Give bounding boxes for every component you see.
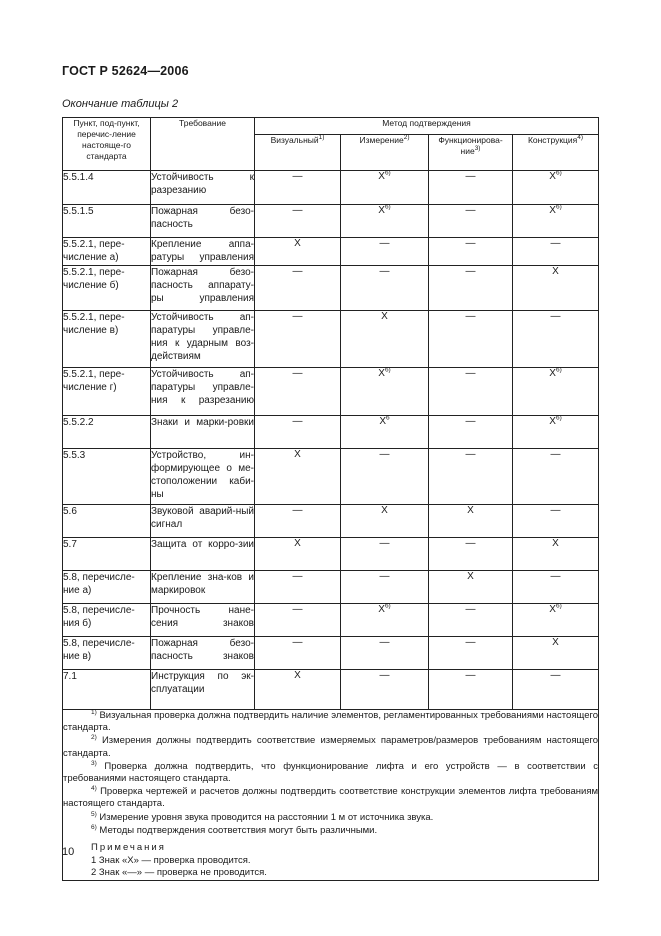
construction-cell: $X^{6)}$ [513, 368, 599, 416]
table-body [63, 171, 599, 710]
point-cell: 5.5.2.1, пере-числение а) [63, 238, 151, 266]
visual-cell: — [255, 637, 341, 670]
construction-cell: X [513, 538, 599, 571]
verification-table [62, 117, 599, 881]
measurement-cell: $X^{6)}$ [341, 368, 429, 416]
construction-cell: $X^{6)}$ [513, 604, 599, 637]
table-row [63, 416, 599, 449]
construction-cell: X [513, 637, 599, 670]
document-header: ГОСТ Р 52624—2006 [62, 64, 189, 78]
visual-cell: X [255, 238, 341, 266]
construction-cell: X [513, 266, 599, 311]
table-row [63, 571, 599, 604]
visual-cell: — [255, 571, 341, 604]
point-cell: 5.5.2.1, пере-числение б) [63, 266, 151, 311]
point-cell: 5.5.1.4 [63, 171, 151, 205]
requirement-cell: Устойчивость ап-паратуры управле-ния к разрезанию [151, 368, 255, 416]
table-row [63, 505, 599, 538]
measurement-cell: $X^{6)}$ [341, 171, 429, 205]
functioning-cell: X [429, 571, 513, 604]
visual-cell: — [255, 205, 341, 238]
requirement-cell: Устойчивость к разрезанию [151, 171, 255, 205]
point-cell: 5.5.2.1, пере-числение г) [63, 368, 151, 416]
table-row [63, 368, 599, 416]
measurement-cell: X [341, 505, 429, 538]
notes-title: Примечания [91, 842, 166, 854]
footnote-list [63, 710, 598, 837]
construction-cell: — [513, 505, 599, 538]
table-row [63, 604, 599, 637]
footnote: $^{5)}$ Измерение уровня звука проводится на расстоянии 1 м от источника звука. [91, 810, 434, 823]
functioning-cell: — [429, 637, 513, 670]
table-row [63, 311, 599, 368]
requirement-cell: Пожарная безо-пасность аппарату-ры управления [151, 266, 255, 311]
functioning-cell: — [429, 205, 513, 238]
header-construction: Конструкция$^{4)}$ [513, 135, 599, 171]
requirement-cell: Пожарная безо-пасность [151, 205, 255, 238]
table-caption: Окончание таблицы 2 [62, 98, 179, 110]
visual-cell: — [255, 416, 341, 449]
requirement-cell: Знаки и марки-ровки [151, 416, 255, 449]
visual-cell: — [255, 171, 341, 205]
construction-cell: $X^{6)}$ [513, 205, 599, 238]
measurement-cell: — [341, 637, 429, 670]
measurement-cell: $X^6$ [341, 416, 429, 449]
measurement-cell: — [341, 449, 429, 505]
measurement-cell: $X^{6)}$ [341, 604, 429, 637]
construction-cell: — [513, 311, 599, 368]
header-measurement: Измерение$^{2)}$ [341, 135, 429, 171]
functioning-cell: — [429, 238, 513, 266]
point-cell: 7.1 [63, 670, 151, 710]
requirement-cell: Крепление зна-ков и маркировок [151, 571, 255, 604]
construction-cell: $X^{6)}$ [513, 416, 599, 449]
requirement-cell: Прочность нане-сения знаков [151, 604, 255, 637]
visual-cell: — [255, 505, 341, 538]
functioning-cell: X [429, 505, 513, 538]
visual-cell: X [255, 670, 341, 710]
measurement-cell: X [341, 311, 429, 368]
functioning-cell: — [429, 604, 513, 637]
header-visual: Визуальный$^{1)}$ [255, 135, 341, 171]
requirement-cell: Звуковой аварий-ный сигнал [151, 505, 255, 538]
requirement-cell: Устройство, ин-формирующее о ме-стоположении каби-ны [151, 449, 255, 505]
header-requirement: Требование [151, 118, 255, 171]
footnote: $^{3)}$ Проверка должна подтвердить, что функционирование лифта и его устройств — в соответствии с требованиями настоящего стандарта. [63, 759, 599, 785]
visual-cell: X [255, 449, 341, 505]
table-row [63, 538, 599, 571]
construction-cell: — [513, 571, 599, 604]
table-row [63, 637, 599, 670]
construction-cell: — [513, 670, 599, 710]
measurement-cell: $X^{6)}$ [341, 205, 429, 238]
point-cell: 5.5.2.1, пере-числение в) [63, 311, 151, 368]
table-row [63, 238, 599, 266]
construction-cell: — [513, 238, 599, 266]
visual-cell: — [255, 266, 341, 311]
point-cell: 5.6 [63, 505, 151, 538]
point-cell: 5.5.3 [63, 449, 151, 505]
functioning-cell: — [429, 416, 513, 449]
footnote: $^{1)}$ Визуальная проверка должна подтвердить наличие элементов, регламентированных требованиями настоящего стандарта. [63, 708, 599, 734]
functioning-cell: — [429, 368, 513, 416]
point-cell: 5.8, перечисле-ние в) [63, 637, 151, 670]
footnotes-cell [63, 710, 599, 881]
requirement-cell: Устойчивость ап-паратуры управле-ния к ударным воз-действиям [151, 311, 255, 368]
functioning-cell: — [429, 171, 513, 205]
point-cell: 5.8, перечисле-ние а) [63, 571, 151, 604]
measurement-cell: — [341, 538, 429, 571]
table-row [63, 205, 599, 238]
construction-cell: $X^{6)}$ [513, 171, 599, 205]
functioning-cell: — [429, 538, 513, 571]
table-row [63, 266, 599, 311]
requirement-cell: Защита от корро-зии [151, 538, 255, 571]
table-row [63, 171, 599, 205]
point-cell: 5.5.1.5 [63, 205, 151, 238]
point-cell: 5.8, перечисле-ния б) [63, 604, 151, 637]
measurement-cell: — [341, 266, 429, 311]
footnote: $^{4)}$ Проверка чертежей и расчетов должны подтвердить соответствие конструкции элементов лифта требованиям настоящего стандарта. [63, 785, 599, 810]
requirement-cell: Крепление аппа-ратуры управления [151, 238, 255, 266]
measurement-cell: — [341, 238, 429, 266]
measurement-cell: — [341, 670, 429, 710]
table-row [63, 449, 599, 505]
point-cell: 5.7 [63, 538, 151, 571]
header-method: Метод подтверждения [255, 118, 599, 135]
construction-cell: — [513, 449, 599, 505]
functioning-cell: — [429, 266, 513, 311]
functioning-cell: — [429, 670, 513, 710]
note-1: 1 Знак «X» — проверка проводится. [91, 855, 251, 867]
table-row [63, 670, 599, 710]
footnote: $^{2)}$ Измерения должны подтвердить соответствие измеряемых параметров/размеров требованиям настоящего стандарта. [63, 734, 599, 759]
visual-cell: — [255, 368, 341, 416]
visual-cell: X [255, 538, 341, 571]
visual-cell: — [255, 604, 341, 637]
header-functioning: Функционирова-ние$^{3)}$ [429, 135, 513, 171]
header-point: Пункт, под-пункт, перечис-ление настояще-го стандарта [63, 118, 151, 171]
note-2: 2 Знак «—» — проверка не проводится. [91, 867, 267, 879]
page-number: 10 [62, 846, 75, 858]
functioning-cell: — [429, 449, 513, 505]
visual-cell: — [255, 311, 341, 368]
point-cell: 5.5.2.2 [63, 416, 151, 449]
measurement-cell: — [341, 571, 429, 604]
requirement-cell: Пожарная безо-пасность знаков [151, 637, 255, 670]
functioning-cell: — [429, 311, 513, 368]
requirement-cell: Инструкция по эк-сплуатации [151, 670, 255, 710]
footnote: $^{6)}$ Методы подтверждения соответствия могут быть различными. [91, 823, 378, 836]
